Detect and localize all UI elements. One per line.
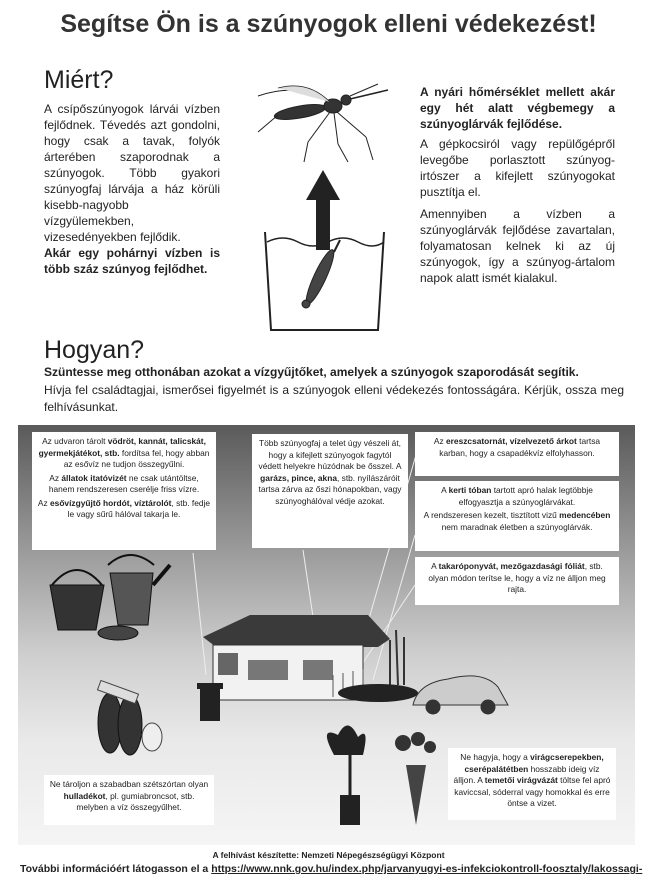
- mosquito-larva-illustration: [238, 82, 408, 337]
- how-text: Hívja fel családtagjai, ismerősei figyelmét is a szúnyogok elleni védekezés fontosságára. Kérjük, ossza meg felhívásunkat.: [44, 383, 624, 414]
- trash-bin-icon: [197, 683, 223, 721]
- why-paragraph-2: Akár egy pohárnyi vízben is több száz szúnyog fejlődhet.: [44, 246, 220, 276]
- page-title: Segítse Ön is a szúnyogok elleni védekezést!: [60, 10, 597, 38]
- info-box-waste: Ne tároljon a szabadban szétszórtan olyan hulladékot, pl. gumiabroncsot, stb. melyben a víz összegyűlhet.: [44, 775, 214, 825]
- potted-plant-icon: [327, 725, 366, 825]
- info-box-gutter: Az ereszcsatornát, vízelvezető árkot tartsa karban, hogy a csapadékvíz elfolyhasson.: [415, 432, 619, 476]
- right-paragraph-1: A gépkocsiról vagy repülőgépről levegőbe porlasztott szúnyog-irtószer a kifejlett szúnyogokat pusztítja el.: [420, 137, 615, 199]
- info-box-garage: Több szúnyogfaj a telet úgy vészeli át, hogy a kifejlett szúnyogok fagytól védett helyekre húzódnak be ősszel. A garázs, pince, akna, stb. nyílászáróit tartsa zárva az őszi hónapokban, vagy szúnyoghálóval védje azokat.: [252, 434, 408, 548]
- vase-flowers-icon: [395, 732, 436, 825]
- how-heading: Hogyan?: [44, 336, 145, 364]
- watering-can-icon: [108, 555, 170, 625]
- larva-icon: [302, 240, 340, 308]
- reeds-icon: [390, 630, 404, 685]
- how-bold-text: Szüntesse meg otthonában azokat a vízgyűjtőket, amelyek a szúnyogok szaporodását segítik.: [44, 365, 579, 379]
- why-heading: Miért?: [44, 66, 114, 94]
- why-paragraph-1: A csípőszúnyogok lárvái vízben fejlődnek. Tévedés azt gondolni, hogy csak a tavak, folyók árterében szaporodnak a szúnyogok. Több gyakori szúnyogfaj lárvája a ház körüli kisebb-nagyobb vízgyülemekben, vizesedényekben fejlődik.: [44, 102, 220, 244]
- right-paragraph-2: Amennyiben a vízben a szúnyoglárvák fejlődése zavartalan, folyamatosan kelnek ki az új szúnyogok, így a szúnyog-ártalom napok alatt ismét kialakul.: [420, 207, 615, 285]
- info-box-flowerpots: Ne hagyja, hogy a virágcserepekben, cserépalátétben hosszabb ideig víz álljon. A temetői virágvázát töltse fel apró kaviccsal, sóderral vagy homokkal és erre öntse a vizet.: [448, 748, 616, 820]
- credit-line: A felhívást készítette: Nemzeti Népegészségügyi Központ: [212, 850, 445, 860]
- info-box-pond: A kerti tóban tartott apró halak legtöbbje elfogyasztja a szúnyoglárvákat. A rendszeresen kezelt, tisztított vizű medencében nem maradnak életben a szúnyoglárvák.: [415, 481, 619, 551]
- right-column: [420, 84, 615, 292]
- pond-icon: [338, 684, 418, 702]
- mosquito-icon: [258, 84, 388, 162]
- more-info-prefix: További információért látogasson el a: [20, 863, 212, 875]
- more-info-link[interactable]: https://www.nnk.gov.hu/index.php/jarvanyugyi-es-infekciokontroll-foosztaly/lakossagi-: [211, 863, 643, 875]
- covered-car-icon: [413, 676, 508, 714]
- more-info-line: [20, 863, 650, 875]
- right-lead: A nyári hőmérséklet mellett akár egy hét alatt végbemegy a szúnyoglárvák fejlődése.: [420, 85, 615, 131]
- bucket-icon: [50, 570, 104, 630]
- info-box-tarp: A takaróponyvát, mezőgazdasági fóliát, stb. olyan módon terítse le, hogy a víz ne álljon meg rajta.: [415, 557, 619, 605]
- up-arrow-icon: [306, 170, 340, 250]
- pet-bowl-icon: [98, 626, 138, 640]
- info-box-yard: Az udvaron tárolt vödröt, kannát, talicskát, gyermekjátékot, stb. fordítsa fel, hogy abban az esővíz ne tudjon összegyűlni. Az állatok itatóvizét ne csak utántöltse, hanem rendszeresen cserélje friss vízre. Az esővízgyűjtő hordót, víztárolót, stb. fedje le vagy sűrű hálóval takarja le.: [32, 432, 216, 550]
- why-text: [44, 101, 220, 277]
